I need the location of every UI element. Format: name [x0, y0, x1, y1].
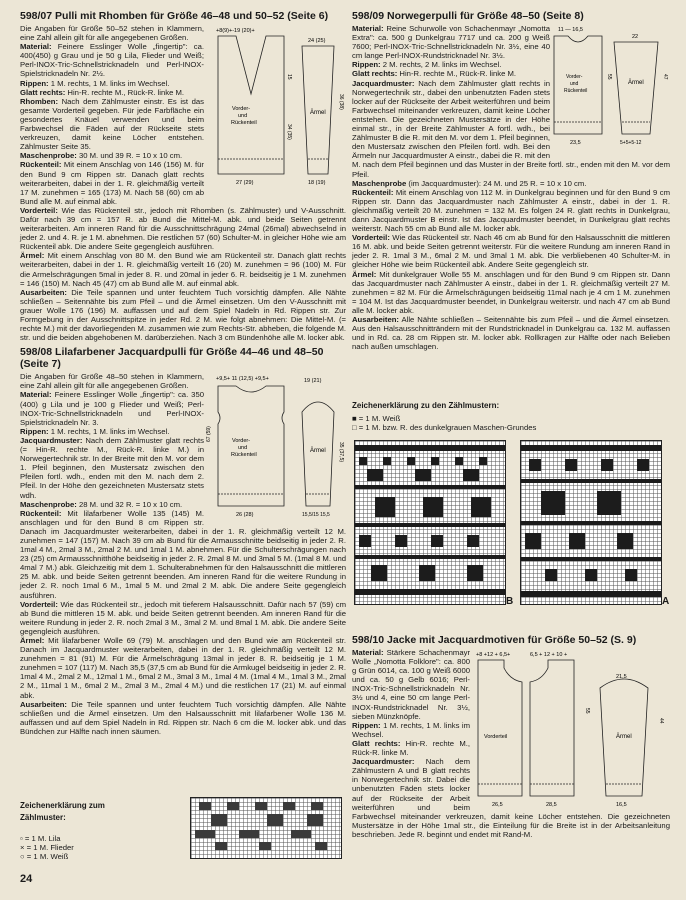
label: Vorderteil: [20, 599, 58, 609]
dim-bottom: 26 (28) [236, 512, 254, 519]
schematic-drawing [204, 24, 346, 189]
dim-top: 11 — 16,5 [558, 27, 583, 33]
p1-aermel: Mit einem Anschlag von 80 M. den Bund wie am Rückenteil str. Danach glatt rechts weiterarbeiten, dabei in der 1. R. gleichmäßig verteilt 16 (20) M. zunehmen = 96 (100) M. Für die Armelschrägungen 5mal in jeder 8. R. und 20mal in jeder 6. R. beidseitig je 1 M. zunehmen = 146 (150) M. Nach 45 (47) cm ab Bund alle M. auf einmal abk. [20, 251, 346, 288]
label: Glatt rechts: [352, 69, 398, 79]
p4-rippen: 1 M. rechts, 1 M. links im Wechsel. [352, 720, 470, 739]
vorder-label-3: Rückenteil [231, 452, 257, 459]
legend-598-09 [352, 400, 652, 432]
right-column [352, 10, 670, 351]
label: Rhomben: [20, 96, 59, 106]
pattern-title [352, 634, 670, 646]
aermel-label: Ärmel [310, 448, 326, 455]
vorder-label-1: Vorder- [566, 74, 583, 80]
p2-intro: Die Angaben für Größe 48–50 stehen in Klammern, eine Zahl allein gilt für alle angegebenen Größen. [20, 372, 204, 391]
vorder-label-1: Vorder- [232, 438, 251, 445]
aermel-bottom-dim: 5+5+5-12 [620, 140, 642, 146]
p3-rueck: Mit einem Anschlag von 112 M. in Dunkelgrau beginnen und für den Bund 9 cm Rippen str. Dann das Jacquardmuster nach Zählmuster A einstr., dabei in der 1. R. gleichmäßig verteilt 20 M. zunehmen = 132 M. Es folgen 24 R. glatt rechts in Dunkelgrau, dann Jacquardmuster B einstr. Ist das Jacquardmuster beendet, in Dunkelgrau glatt rechts weiterstr. Nach 55 cm ab Bund alle M. locker abk. [352, 187, 670, 234]
chart-a-pattern [521, 441, 661, 604]
legend-598-08 [20, 800, 150, 861]
aermel-top-dim: 21,5 [616, 674, 627, 680]
label: Ausarbeiten: [20, 699, 67, 709]
chart-b-label: B [506, 596, 514, 607]
dim-bottom-left: 26,5 [492, 802, 503, 808]
legend-item [20, 834, 150, 843]
legend-symbol: □ [352, 423, 357, 432]
label: Material: [352, 24, 384, 33]
legend-item [352, 414, 652, 423]
dim-top: +9,5+ 11 (12,5) +9,5+ [216, 376, 269, 383]
label: Glatt rechts: [352, 738, 401, 748]
aermel-top-dim: 24 (25) [308, 38, 326, 44]
title-text: 598/08 Lilafarbener Jacquardpulli für Größe 44–46 und 48–50 [20, 346, 324, 359]
dim-height-2: 34 (35) [286, 124, 292, 140]
label: Ärmel: [20, 636, 45, 645]
chart-a-label: A [662, 596, 670, 607]
page-number: 24 [20, 873, 33, 885]
schematic-598-10 [470, 648, 670, 808]
label: Rippen: [352, 720, 381, 730]
aermel-bottom-dim: 18 (19) [308, 180, 326, 186]
dim-height: 55 [584, 708, 590, 714]
aermel-height: 44 [658, 718, 664, 724]
title-text: 598/09 Norwegerpulli für Größe 48–50 [352, 10, 540, 22]
title-page-ref: (Seite 8) [542, 10, 584, 22]
title-text: 598/10 Jacke mit Jacquardmotiven für Größe 50–52 [352, 634, 608, 646]
dim-height-1: 15 [286, 74, 292, 80]
left-column [20, 10, 346, 736]
vorder-label-1: Vorder- [232, 106, 251, 112]
label: Vorderteil: [352, 233, 390, 243]
aermel-height: 36 (38) [338, 94, 344, 110]
schematic-598-07 [204, 24, 346, 189]
count-chart-598-08 [190, 797, 342, 859]
label: Rippen: [352, 60, 381, 70]
legend-text: = 1 M. Weiß [358, 414, 401, 423]
vorder-label-2: und [238, 113, 248, 119]
pattern-title [20, 10, 346, 22]
title-page-ref: (Seite 6) [287, 10, 329, 22]
dim-bottom: 23,5 [570, 140, 581, 146]
p3-maschen: (im Jacquardmuster): 24 M. und 25 R. = 10 x 10 cm. [408, 178, 587, 188]
p2-material: Feinere Esslinger Wolle „fingertip": ca. 350 (400) g Lila und je 100 g Flieder und Weiß; Perl-INOX-Tric-Schnellstricknadeln und Perl-INOX-Spielstricknadeln Nr. 3. [20, 390, 204, 427]
label: Jacquardmuster: [352, 757, 415, 767]
pattern-title [20, 346, 346, 370]
label: Material: [20, 390, 52, 400]
p3-material: Reine Schurwolle von Schachenmayr „Nomotta Extra": ca. 500 g Dunkelgrau 7717 und ca. 200 g Weiß 7600; Perl-INOX-Tric-Schnellstricknadeln Nr. 3½, eine 40 cm lange Perl-INOX-Rundstricknadel Nr. 3½. [352, 24, 551, 61]
schematic-drawing [550, 24, 670, 152]
dim-top-2: 19 (21) [304, 378, 322, 385]
aermel-bottom-dim: 15,5/15 15,5 [302, 512, 330, 519]
legend-item [20, 852, 150, 861]
label: Maschenprobe: [20, 151, 77, 161]
schematic-drawing [470, 648, 670, 808]
p3-jacq: Nach dem Zählmuster glatt rechts in Norwegertechnik str., dabei den unbenutzten Faden stets locker auf der Rückseite der Arbeit weiterführen und beim Farbwechsel miteinander verkreuzen, damit keine Löcher entstehen. Die gezeichneten Mustersätze in der Höhe einmal str., in der Breite Zählmuster A fortl. wdh., bei Zählmuster B die R. mit den M. vor dem 1. Pfeil beginnen, den Mustersatz zwischen den Pfeilen fortl. wdh. Bei den Ärmeln nur Jacquardmuster A einstr., dabei die R. mit den M. nach dem Pfeil beginnen und das Muster in der Breite fortl. str., enden mit den M. vor dem Pfeil. [352, 78, 670, 179]
p1-rueck: Mit einem Anschlag von 146 (156) M. für den Bund 9 cm Rippen str. Danach glatt rechts weiterarbeiten, dabei in der 1. R. gleichmäßig verteilt 17 M. zunehmen = 165 (173) M. Nach 58 (60) cm ab Bund alle M. auf einmal abk. [20, 160, 204, 206]
aermel-label: Ärmel [310, 110, 326, 116]
label: Vorderteil: [20, 205, 58, 215]
legend-symbol: × [20, 843, 25, 852]
p1-ausarb: Die Teile spannen und unter feuchtem Tuch vorsichtig dämpfen. Alle Nähte schließen – Seitennähte bis zum Pfeil – und die Ärmel einsetzen. Um den V-Ausschnitt mit grauer Wolle 176 (196) M. auffassen und auf dem Spiel Nadeln in Rd. Rippen str. Zur Formgebung in der Ausschnittspitze in jeder Rd. 2 M. wie folgt abnehmen: Die Mittel-M. (= rechte M.) mit der davorliegenden M. zusammen wie zum Rechts-Str. abheben, die folgende M. str. und die beiden abgehobenen M. darüberziehen. Nach 3 cm Bündenhöhe alle M. locker abk. [20, 287, 346, 343]
p3-rippen: 2 M. rechts, 2 M. links im Wechsel. [382, 60, 502, 70]
vorder-label-3: Rückenteil [564, 88, 588, 94]
legend-title: Zeichenerklärung zu den Zählmustern: [352, 401, 500, 410]
p1-glatt: Hin-R. rechte M., Rück-R. linke M. [67, 87, 185, 97]
legend-item [352, 423, 652, 432]
dim-bottom-right: 16,5 [616, 802, 627, 808]
aermel-label: Ärmel [628, 80, 644, 86]
schematic-598-08 [204, 372, 346, 522]
vorder-label-2: und [570, 81, 579, 87]
schematic-598-09 [550, 24, 670, 152]
aermel-height: 47 [662, 74, 668, 80]
legend-symbol: ▫ [20, 834, 23, 843]
legend-text: = 1 M. bzw. R. des dunkelgrauen Maschen-Grundes [358, 423, 537, 432]
p3-vorder: Wie das Rückenteil str. Nach 46 cm ab Bund für den Halsausschnitt die mittleren 16 M. abk. und beide Seiten getrennt weiterstr. Für die weitere Rundung am inneren Rand in jeder 2. R. 1mal 3 M., 6mal 2 M. und 3mal 1 M. abk. Die verbliebenen 40 Schulter-M. in gleicher Höhe wie beim Rückenteil abk. Andere Seite gegengleich str. [352, 233, 670, 270]
label: Rippen: [20, 426, 49, 436]
label: Rückenteil: [20, 160, 62, 170]
label: Material: [20, 42, 52, 52]
legend-title: Zeichenerklärung zum Zählmuster: [20, 801, 105, 822]
p2-maschen: 28 M. und 32 R. = 10 x 10 cm. [78, 499, 183, 509]
p2-jacq: Nach dem Zählmuster glatt rechts (= Hin-R. rechte M., Rück-R. linke M.) in Norwegertechnik str. In der Breite mit den M. vor dem 1. Pfeil beginnen, den Mustersatz zwischen den Pfeilen fortl. wdh., enden mit den M. nach dem 2. Pfeil. In der Höhe den gezeichneten Mustersatz stets wdh. [20, 435, 205, 500]
title-page-ref: (Seite 7) [20, 358, 61, 371]
pattern-title [352, 10, 670, 22]
vorder-label-2: und [238, 445, 248, 452]
p4-glatt: Hin-R. rechte M., Rück-R. linke M. [352, 738, 471, 758]
schematic-drawing [204, 372, 346, 522]
p1-rhomben: Nach dem Zählmuster einstr. Es ist das gesamte Vorderteil gegeben. Für jede Farbfläche ein gesondertes Knäuel verwenden und beim Farbwechsel die Fäden auf der Rückseite stets verkreuzen, damit keine Löcher entstehen. Zählmuster Seite 35. [20, 96, 205, 152]
dim-top: +8 +12 + 6,5+ [476, 652, 511, 658]
p3-glatt: Hin-R. rechte M., Rück-R. linke M. [399, 69, 517, 79]
legend-text: = 1 M. Flieder [26, 843, 74, 852]
label: Jacquardmuster: [20, 435, 83, 445]
p1-vorder: Wie das Rückenteil str., jedoch mit Rhomben (s. Zählmuster) und V-Ausschnitt. Dafür nach 39 cm = 157 R. ab Bund die Mittel-M. abk. und beide Seiten getrennt weiterarbeiten. Am inneren Rand für die Ausschnittschrägung 24mal (26mal) abwechselnd in jeder 2. und 4. R. je 1 M. abnehmen. Die restlichen 57 (60) Schulter-M. in gleicher Höhe wie am Rückenteil abk. Die andere Seite gegengleich ausführen. [20, 205, 346, 252]
dim-top: +8(9)+-19 (20)+ [216, 28, 255, 34]
p1-material: Feinere Esslinger Wolle „fingertip": ca. 400(450) g Grau und je 50 g Lila, Flieder und Weiß; Perl-INOX-Tric-Schnellstricknadeln und Perl-INOX-Spielstricknadeln Nr. 2½. [20, 42, 205, 79]
p4-material: Stärkere Schachenmayr Wolle „Nomotta Folklore": ca. 800 g Grün 6014, ca. 100 g Weiß 6000 und ca. 50 g Gelb 6016; Perl-INOX-Tric-Schnellstricknadeln Nr. 3½ und 4, eine 50 cm lange Perl-INOX-Rundstricknadel Nr. 3½, sieben Münzknöpfe. [352, 648, 471, 721]
p2-ausarb: Die Teile spannen und unter feuchtem Tuch vorsichtig dämpfen. Alle Nähte schließen und die Ärmel einsetzen. Um den Halsausschnitt mit lilafarbener Wolle 136 M. auffassen und auf dem Spiel Nadeln in Rd. Rippen str. Nach 6 cm die M. locker abk. und das Bündchen zur Hälfte nach innen säumen. [20, 699, 346, 736]
p4-jacq: Nach dem Zählmustern A und B glatt rechts in Norwegertechnik str. Dabei die unbenutzten Fäden stets locker auf der Rückseite der Arbeit weiterführen und beim Farbwechsel miteinander verkreuzen, damit keine Löcher entstehen. Die gezeichneten Mustersätze in der Höhe 1mal str., die Einteilung für die Breite ist in der Arbeitsanleitung beschrieben. Jede R. beginnt und endet mit Rand-M. [352, 757, 670, 839]
legend-symbol: ○ [20, 852, 25, 861]
vorder-label-3: Rückenteil [231, 120, 257, 126]
p2-vorder: Wie das Rückenteil str., jedoch mit tieferem Halsausschnitt. Dafür nach 57 (59) cm ab Bund die mittleren 15 M. abk. und beide Seiten getrennt beenden. Am inneren Rand für die weitere Rundung in jeder 2. R. noch 2mal 3 M., 3mal 2 M. und 8mal 1 M. abk. Die andere Seite gegengleich ausführen. [20, 599, 346, 636]
pattern-598-09 [352, 10, 670, 351]
p1-rippen: 1 M. rechts, 1 M. links im Wechsel. [50, 78, 170, 88]
dim-height: 67 (59) [206, 426, 212, 443]
p3-aermel: Mit dunkelgrauer Wolle 55 M. anschlagen und für den Bund 9 cm Rippen str. Dann das Jacquardmuster nach Zählmuster A einstr., dabei in der 1. R. gleichmäßig verteilt 27 M. zunehmen = 82 M. Für die Ärmelschrägungen beidseitig 11mal nach je 4 cm 1 M. zunehmen = 104 M. Ist das Jacquardmuster beendet, in Dunkelgrau weiterstr. und nach 47 cm ab Bund alle M. locker abk. [352, 269, 670, 315]
pattern-598-07 [20, 10, 346, 342]
label: Ausarbeiten: [20, 287, 67, 297]
aermel-top-dim: 22 [632, 34, 639, 40]
dim-bottom-mid: 28,5 [546, 802, 557, 808]
chart-b-pattern [355, 441, 505, 604]
legend-text: = 1 M. Weiß [26, 852, 69, 861]
legend-symbol: ■ [352, 414, 357, 423]
title-text: 598/07 Pulli mit Rhomben für Größe 46–48 und 50–52 [20, 10, 285, 22]
aermel-height: 35 (37,5) [338, 442, 344, 463]
label: Ärmel: [352, 269, 377, 279]
label: Rippen: [20, 78, 49, 88]
label: Ausarbeiten: [352, 315, 399, 324]
p1-maschen: 30 M. und 39 R. = 10 x 10 cm. [78, 151, 183, 161]
p2-rueck: Mit lilafarbener Wolle 135 (145) M. anschlagen und für den Bund 8 cm Rippen str. Danach im Jacquardmuster weiterarbeiten, dabei in der 1. R. gleichmäßig verteilt 12 M. zunehmen = 147 (157) M. Nach 39 cm ab Bund für die Armausschnitte beidseitig in jeder 2. R. 1mal 4 M., 2mal 3 M., 2mal 2 M. und 1mal 1 M. abnehmen. Für die Schulterschrägungen nach 23 (25) cm Armausschnitthöhe beidseitig in jeder 2. R. 2mal 8 M. und 3mal 5 M. (1mal 8 M. und 4mal 7 M.) abk. Gleichzeitig mit dem 1. Schulterabnehmen für den Halsausschnitt die mittleren 25 M. abk. und beide Seiten getrennt beenden. Am inneren Rand für die weitere Rundung in jeder 2. R. noch 1mal 6 M., 1mal 5 M. und 2mal 2 M. abk. Die andere Seite gegengleich ausführen. [20, 508, 346, 600]
count-chart-b [354, 440, 506, 605]
dim-top-right: 6,5 + 12 + 10 + [530, 652, 568, 658]
title-page-ref: (S. 9) [610, 634, 637, 646]
label: Ärmel: [20, 251, 45, 261]
label: Rückenteil: [20, 508, 62, 518]
label: Maschenprobe: [20, 499, 77, 509]
count-chart-a [520, 440, 662, 605]
label: Rückenteil: [352, 187, 394, 197]
aermel-label: Ärmel [616, 734, 632, 740]
label: Jacquardmuster: [352, 78, 415, 88]
label: Maschenprobe [352, 178, 407, 188]
dim-height: 55 [606, 74, 612, 80]
p1-intro: Die Angaben für Größe 50–52 stehen in Klammern, eine Zahl allein gilt für alle angegebenen Größen. [20, 24, 204, 43]
chart-pattern [191, 798, 341, 858]
p3-ausarb: Alle Nähte schließen – Seitennähte bis zum Pfeil – und die Ärmel einsetzen. Aus den Halsausschnitträndern mit der Rundstricknadel in Dunkelgrau ca. 132 M. auffassen und in Rd. ca. 28 cm Rippen str. M. locker abk. Rollkragen zur Hälfte oder nach Belieben nach außen umschlagen. [352, 315, 670, 352]
dim-bottom: 27 (29) [236, 180, 254, 186]
vorder-label: Vorderteil [484, 734, 508, 740]
legend-item [20, 843, 150, 852]
pattern-598-10 [352, 634, 670, 839]
p2-rippen: 1 M. rechts, 1 M. links im Wechsel. [50, 426, 170, 436]
pattern-598-08 [20, 346, 346, 736]
p2-aermel: Mit lilafarbener Wolle 69 (79) M. anschlagen und den Bund wie am Rückenteil str. Danach im Jacquardmuster weiterarbeiten, dabei in der 1. R. gleichmäßig verteilt 12 M. zunehmen = 81 (91) M. Für die Ärmelschrägung 13mal in jeder 8. R. beidseitig je 1 M. zunehmen = 107 (117) M. Nach 35,5 (37,5 cm ab Bund für die Armkugel beidseitig in jeder 2. R. 1mal 4 M., 2mal 2 M., 12mal 1 M., 6mal 2 M., 3mal 3 M., 1mal 4 M. (1mal 4 M., 1mal 3 M., 2mal 2 M., 11mal 1 M., 6mal 2 M., 2mal 3 M., 2mal 4 M.) und die restlichen 17 (21) M. auf einmal abk. [20, 636, 346, 700]
label: Material: [352, 648, 384, 657]
label: Glatt rechts: [20, 87, 66, 97]
legend-text: = 1 M. Lila [24, 834, 61, 843]
